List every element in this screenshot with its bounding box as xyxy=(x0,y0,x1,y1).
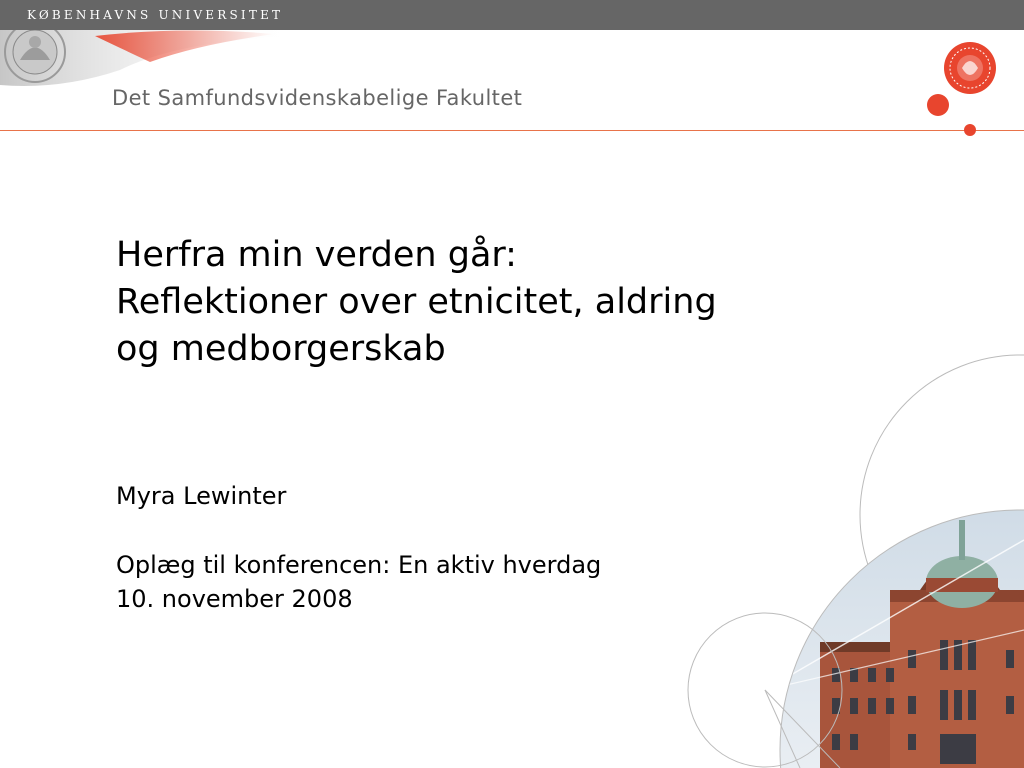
top-bar xyxy=(0,0,1024,30)
university-seal-icon xyxy=(0,30,300,90)
event-line: Oplæg til konferencen: En aktiv hverdag xyxy=(116,551,602,579)
faculty-name: Det Samfundsvidenskabelige Fakultet xyxy=(112,86,523,110)
university-name: KØBENHAVNS UNIVERSITET xyxy=(27,8,284,22)
title-line: og medborgerskab xyxy=(116,329,446,369)
title-line: Herfra min verden går: xyxy=(116,235,517,275)
event-date: 10. november 2008 xyxy=(116,585,353,613)
event-info xyxy=(116,548,601,616)
university-logo-icon xyxy=(920,38,1000,138)
presenter-name: Myra Lewinter xyxy=(116,482,287,510)
title-line: Reflektioner over etnicitet, aldring xyxy=(116,282,717,322)
main-building-photo xyxy=(680,350,1024,768)
header-divider xyxy=(0,130,1024,131)
